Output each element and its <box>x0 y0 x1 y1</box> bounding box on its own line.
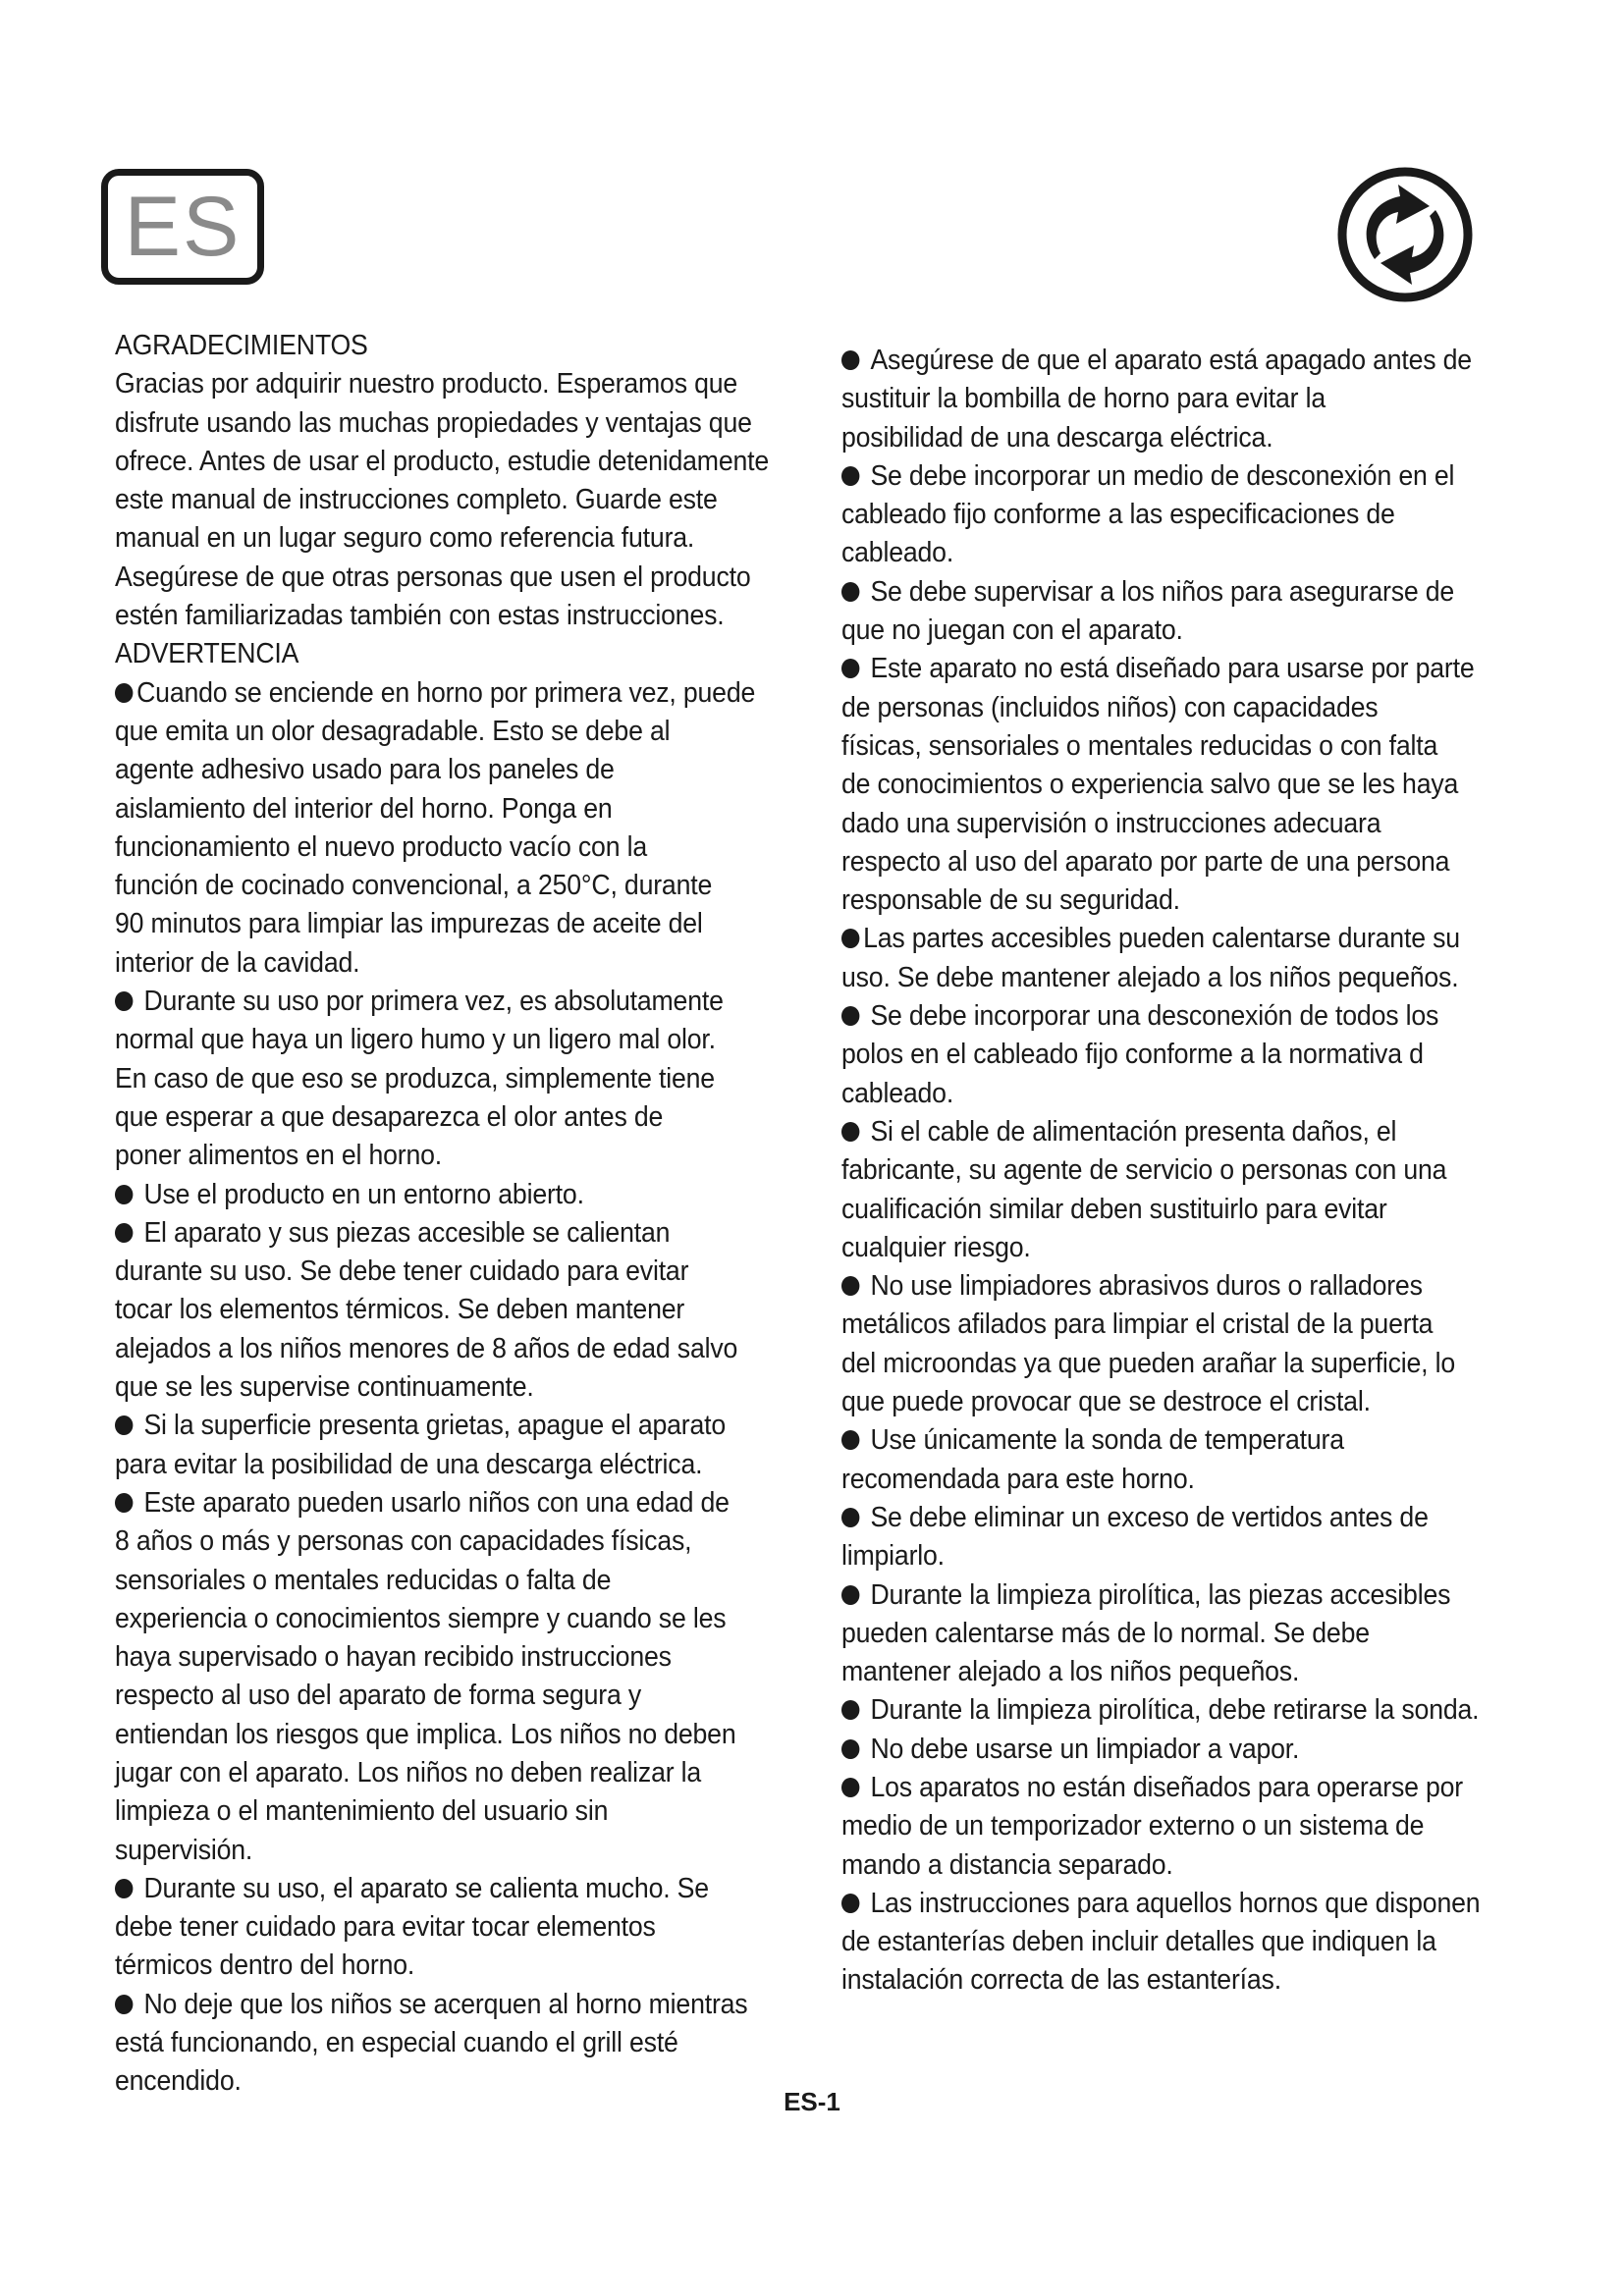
text-line <box>841 342 1510 380</box>
text-line <box>115 597 784 635</box>
line-text: Las instrucciones para aquellos hornos que disponen <box>870 1887 1481 1919</box>
text-line <box>841 1731 1510 1769</box>
text-line <box>115 327 784 365</box>
bullet-icon <box>841 1122 859 1142</box>
line-text: recomendada para este horno. <box>841 1463 1195 1495</box>
bullet-icon <box>115 1223 133 1243</box>
line-text: Las partes accesibles pueden calentarse durante su <box>863 923 1460 955</box>
line-text: encendido. <box>115 2065 242 2098</box>
line-text: aislamiento del interior del horno. Ponga en <box>115 792 613 825</box>
bullet-icon <box>841 929 859 948</box>
line-text: interior de la cavidad. <box>115 946 360 979</box>
text-line <box>841 1191 1510 1229</box>
line-text: debe tener cuidado para evitar tocar elementos <box>115 1911 656 1944</box>
line-text: cableado. <box>841 537 954 569</box>
line-text: Durante su uso por primera vez, es absolutamente <box>143 986 724 1018</box>
page-number: ES-1 <box>784 2087 840 2116</box>
line-text: instalación correcta de las estanterías. <box>841 1964 1281 1997</box>
line-text: posibilidad de una descarga eléctrica. <box>841 421 1273 454</box>
line-text: Se debe supervisar a los niños para asegurarse de <box>870 575 1455 608</box>
line-text: Use el producto en un entorno abierto. <box>143 1178 584 1210</box>
text-line <box>841 1075 1510 1113</box>
text-line <box>841 997 1510 1036</box>
line-text: Si el cable de alimentación presenta daños, el <box>870 1115 1397 1148</box>
line-text: Este aparato no está diseñado para usarse por parte <box>870 653 1475 685</box>
line-text: 8 años o más y personas con capacidades físicas, <box>115 1525 692 1558</box>
line-text: funcionamiento el nuevo producto vacío con la <box>115 830 647 863</box>
line-text: de conocimientos o experiencia salvo que se les haya <box>841 769 1459 801</box>
line-text: Los aparatos no están diseñados para operarse por <box>870 1771 1464 1803</box>
text-line <box>115 1986 784 2024</box>
line-text: jugar con el aparato. Los niños no deben realizar la <box>115 1756 702 1789</box>
line-text: del microondas ya que pueden arañar la superficie, lo <box>841 1347 1456 1379</box>
line-text: Este aparato pueden usarlo niños con una edad de <box>143 1486 730 1519</box>
text-line <box>841 1113 1510 1151</box>
line-text: Durante la limpieza pirolítica, debe retirarse la sonda. <box>870 1694 1480 1727</box>
bullet-icon <box>841 1700 859 1720</box>
line-text: El aparato y sus piezas accesible se calientan <box>143 1216 671 1249</box>
text-line <box>841 380 1510 418</box>
line-text: poner alimentos en el horno. <box>115 1140 443 1172</box>
text-line <box>115 1716 784 1754</box>
line-text: respecto al uso del aparato de forma segura y <box>115 1680 642 1712</box>
line-text: uso. Se debe mantener alejado a los niños pequeños. <box>841 961 1459 993</box>
text-line <box>841 766 1510 804</box>
line-text: físicas, sensoriales o mentales reducidas o con falta <box>841 729 1438 762</box>
bullet-icon <box>841 1894 859 1913</box>
line-text: metálicos afilados para limpiar el cristal de la puerta <box>841 1308 1434 1341</box>
line-text: Cuando se enciende en horno por primera vez, puede <box>136 676 756 709</box>
line-text: que no juegan con el aparato. <box>841 614 1183 647</box>
text-line <box>841 1383 1510 1421</box>
text-line <box>841 650 1510 688</box>
text-line <box>115 944 784 983</box>
text-line <box>841 1345 1510 1383</box>
text-line <box>841 1537 1510 1575</box>
text-line <box>841 1306 1510 1344</box>
text-line <box>115 1947 784 1985</box>
text-line <box>115 1446 784 1484</box>
text-line <box>115 983 784 1021</box>
text-line <box>115 713 784 751</box>
line-text: No deje que los niños se acerquen al horno mientras <box>143 1988 748 2020</box>
bullet-icon <box>115 1415 133 1435</box>
line-text: agente adhesivo usado para los paneles de <box>115 754 615 786</box>
text-line <box>841 805 1510 843</box>
text-line <box>841 1653 1510 1691</box>
language-badge <box>101 169 264 285</box>
text-line <box>115 1600 784 1638</box>
text-line <box>841 843 1510 881</box>
text-line <box>841 1885 1510 1923</box>
bullet-icon <box>841 1276 859 1296</box>
text-line <box>115 1291 784 1329</box>
text-line <box>841 1615 1510 1653</box>
line-text: dado una supervisión o instrucciones adecuara <box>841 807 1381 839</box>
line-text: limpiarlo. <box>841 1540 945 1573</box>
line-text: pueden calentarse más de lo normal. Se debe <box>841 1617 1370 1649</box>
text-line <box>115 1137 784 1175</box>
text-line <box>115 635 784 673</box>
bullet-icon <box>841 1778 859 1797</box>
line-text: alejados a los niños menores de 8 años de edad salvo <box>115 1332 738 1364</box>
text-line <box>115 674 784 713</box>
text-line <box>115 365 784 403</box>
text-line <box>115 1484 784 1522</box>
bullet-icon <box>841 1006 859 1026</box>
text-line <box>115 1522 784 1561</box>
text-line <box>115 1792 784 1831</box>
line-text: disfrute usando las muchas propiedades y ventajas que <box>115 406 752 439</box>
line-text: limpieza o el mantenimiento del usuario sin <box>115 1795 609 1828</box>
text-line <box>115 1677 784 1715</box>
line-text: Si la superficie presenta grietas, apague el aparato <box>143 1410 727 1442</box>
line-text: Se debe incorporar un medio de desconexión en el <box>870 459 1455 492</box>
text-line <box>841 1961 1510 2000</box>
text-line <box>115 1176 784 1214</box>
bullet-icon <box>115 1185 133 1204</box>
line-text: cualificación similar deben sustituirlo para evitar <box>841 1193 1387 1225</box>
text-line <box>115 1638 784 1677</box>
text-line <box>841 573 1510 612</box>
line-text: de personas (incluidos niños) con capacidades <box>841 691 1379 723</box>
line-text: Se debe eliminar un exceso de vertidos antes de <box>870 1501 1429 1533</box>
text-line <box>841 1576 1510 1615</box>
line-text: fabricante, su agente de servicio o personas con una <box>841 1154 1447 1187</box>
line-text: que se les supervise continuamente. <box>115 1371 534 1404</box>
text-line <box>115 2024 784 2062</box>
text-line <box>841 1807 1510 1845</box>
text-line <box>115 1368 784 1407</box>
text-line <box>115 828 784 867</box>
text-line <box>115 1021 784 1059</box>
line-text: respecto al uso del aparato por parte de una persona <box>841 845 1450 878</box>
text-line <box>841 612 1510 650</box>
line-text: durante su uso. Se debe tener cuidado para evitar <box>115 1255 689 1288</box>
line-text: polos en el cableado fijo conforme a la normativa d <box>841 1039 1424 1071</box>
text-line <box>841 1499 1510 1537</box>
line-text: No use limpiadores abrasivos duros o ralladores <box>870 1270 1423 1303</box>
text-line <box>115 1754 784 1792</box>
text-line <box>841 1846 1510 1885</box>
text-line <box>115 559 784 597</box>
text-line <box>841 457 1510 496</box>
line-text: haya supervisado o hayan recibido instrucciones <box>115 1641 672 1674</box>
bullet-icon <box>841 659 859 678</box>
line-text: Gracias por adquirir nuestro producto. Esperamos que <box>115 368 738 400</box>
text-line <box>841 920 1510 958</box>
bullet-icon <box>841 1508 859 1527</box>
line-text: Durante su uso, el aparato se calienta mucho. Se <box>143 1872 709 1904</box>
text-line <box>115 1098 784 1137</box>
text-line <box>115 1330 784 1368</box>
text-line <box>115 404 784 443</box>
language-code: ES <box>124 180 242 274</box>
bullet-icon <box>841 1739 859 1759</box>
text-line <box>115 905 784 943</box>
line-text: está funcionando, en especial cuando el grill esté <box>115 2027 678 2059</box>
text-line <box>841 1267 1510 1306</box>
line-text: medio de un temporizador externo o un sistema de <box>841 1810 1425 1842</box>
text-line <box>115 443 784 481</box>
text-line <box>841 1036 1510 1074</box>
line-text: mando a distancia separado. <box>841 1848 1173 1881</box>
line-text: tocar los elementos térmicos. Se deben mantener <box>115 1294 685 1326</box>
text-line <box>115 1407 784 1445</box>
bullet-icon <box>841 1585 859 1605</box>
bullet-icon <box>115 991 133 1011</box>
green-dot-recycling-icon <box>1335 165 1475 304</box>
text-line <box>841 689 1510 727</box>
text-line <box>115 1908 784 1947</box>
line-text: de estanterías deben incluir detalles que indiquen la <box>841 1926 1436 1958</box>
line-text: AGRADECIMIENTOS <box>115 330 368 361</box>
text-line <box>841 1229 1510 1267</box>
text-line <box>841 959 1510 997</box>
line-text: Use únicamente la sonda de temperatura <box>870 1424 1344 1457</box>
line-text: función de cocinado convencional, a 250°C, durante <box>115 870 713 902</box>
text-line <box>841 496 1510 534</box>
line-text: 90 minutos para limpiar las impurezas de aceite del <box>115 908 703 940</box>
line-text: No debe usarse un limpiador a vapor. <box>870 1733 1300 1765</box>
text-line <box>841 419 1510 457</box>
bullet-icon <box>841 582 859 602</box>
line-text: responsable de su seguridad. <box>841 884 1180 917</box>
line-text: térmicos dentro del horno. <box>115 1949 415 1982</box>
text-line <box>115 1870 784 1908</box>
text-line <box>115 751 784 789</box>
bullet-icon <box>841 1430 859 1450</box>
line-text: mantener alejado a los niños pequeños. <box>841 1656 1300 1688</box>
text-line <box>115 1060 784 1098</box>
bullet-icon <box>115 1493 133 1513</box>
line-text: cableado fijo conforme a las especificaciones de <box>841 499 1395 531</box>
line-text: Durante la limpieza pirolítica, las piezas accesibles <box>870 1578 1451 1611</box>
text-line <box>841 727 1510 766</box>
text-line <box>115 481 784 519</box>
text-line <box>115 1832 784 1870</box>
text-line <box>115 1562 784 1600</box>
line-text: supervisión. <box>115 1834 253 1866</box>
text-line <box>115 790 784 828</box>
bullet-icon <box>115 1879 133 1898</box>
text-line <box>841 1461 1510 1499</box>
line-text: estén familiarizadas también con estas instrucciones. <box>115 600 725 632</box>
line-text: ofrece. Antes de usar el producto, estudie detenidamente <box>115 445 770 477</box>
right-text-column <box>841 342 1510 2001</box>
text-line <box>115 519 784 558</box>
line-text: Asegúrese de que otras personas que usen el producto <box>115 561 751 593</box>
bullet-icon <box>115 1995 133 2014</box>
line-text: entiendan los riesgos que implica. Los niños no deben <box>115 1718 736 1750</box>
text-line <box>841 1923 1510 1961</box>
line-text: cualquier riesgo. <box>841 1231 1031 1263</box>
line-text: experiencia o conocimientos siempre y cuando se les <box>115 1602 727 1634</box>
line-text: En caso de que eso se produzca, simplemente tiene <box>115 1062 715 1095</box>
line-text: este manual de instrucciones completo. Guarde este <box>115 484 718 516</box>
line-text: ADVERTENCIA <box>115 638 299 670</box>
text-line <box>115 1214 784 1253</box>
line-text: que puede provocar que se destroce el cristal. <box>841 1386 1371 1418</box>
left-text-column <box>115 327 784 2102</box>
bullet-icon <box>841 350 859 370</box>
text-line <box>841 1151 1510 1190</box>
line-text: Se debe incorporar una desconexión de todos los <box>870 1000 1439 1033</box>
text-line <box>841 534 1510 572</box>
line-text: que esperar a que desaparezca el olor antes de <box>115 1100 664 1133</box>
line-text: manual en un lugar seguro como referencia futura. <box>115 522 695 555</box>
line-text: Asegúrese de que el aparato está apagado antes de <box>870 345 1472 376</box>
text-line <box>115 867 784 905</box>
text-line <box>115 1253 784 1291</box>
line-text: normal que haya un ligero humo y un ligero mal olor. <box>115 1024 716 1056</box>
text-line <box>841 881 1510 920</box>
bullet-icon <box>115 683 133 703</box>
line-text: sustituir la bombilla de horno para evitar la <box>841 383 1326 415</box>
bullet-icon <box>841 466 859 486</box>
line-text: que emita un olor desagradable. Esto se debe al <box>115 715 671 747</box>
text-line <box>841 1769 1510 1807</box>
line-text: sensoriales o mentales reducidas o falta de <box>115 1564 612 1596</box>
text-line <box>841 1691 1510 1730</box>
line-text: para evitar la posibilidad de una descarga eléctrica. <box>115 1448 703 1480</box>
line-text: cableado. <box>841 1077 954 1109</box>
text-line <box>841 1421 1510 1460</box>
